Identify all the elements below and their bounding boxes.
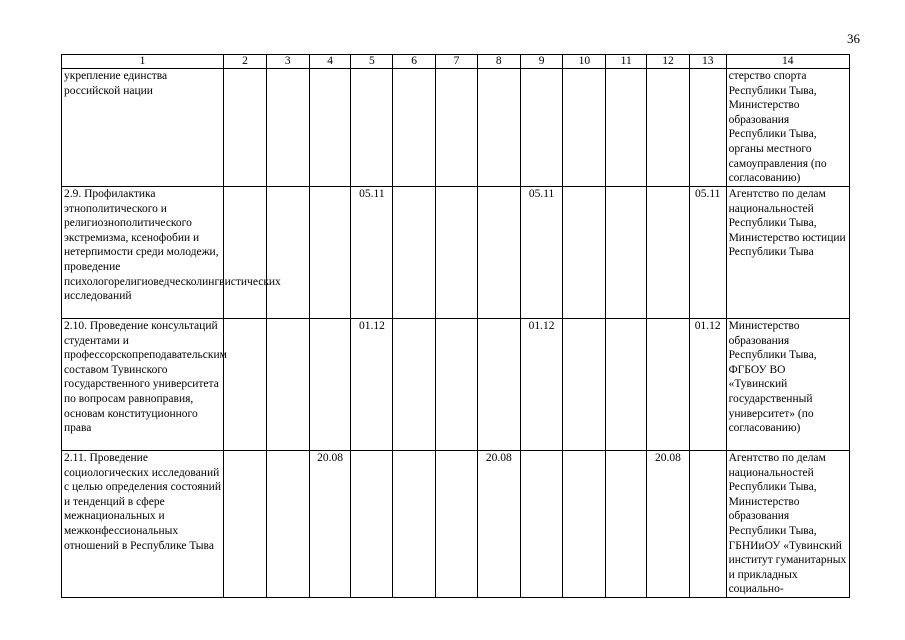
header-cell: 5 (351, 55, 393, 69)
date-cell (224, 187, 267, 319)
measure-cell: 2.11. Проведение социологических исследований с целью определения состояний и тенденций в сфере межнациональных и межконфессиональных отношений в Республике Тыва (62, 451, 224, 598)
date-cell (436, 319, 478, 451)
date-cell (563, 187, 606, 319)
date-cell (309, 319, 351, 451)
date-cell (689, 69, 726, 187)
header-cell: 2 (224, 55, 267, 69)
date-cell (606, 451, 647, 598)
responsible-cell: Министерство образования Республики Тыва, ФГБОУ ВО «Тувинский государственный университет» (по согласованию) (726, 319, 849, 451)
date-cell (309, 69, 351, 187)
date-cell (563, 451, 606, 598)
header-cell: 10 (563, 55, 606, 69)
header-cell: 13 (689, 55, 726, 69)
date-cell (309, 187, 351, 319)
date-cell: 01.12 (689, 319, 726, 451)
header-cell: 11 (606, 55, 647, 69)
table-row (62, 319, 850, 451)
header-cell: 6 (393, 55, 436, 69)
date-cell (266, 451, 309, 598)
date-cell: 05.11 (689, 187, 726, 319)
measure-cell: 2.9. Профилактика этнополитического и религиознополитического экстремизма, ксенофобии и нетерпимости среди молодежи, проведение психологорелигиоведческолингвистических исследований (62, 187, 224, 319)
date-cell (393, 69, 436, 187)
date-cell: 05.11 (520, 187, 563, 319)
date-cell (647, 69, 690, 187)
date-cell (606, 187, 647, 319)
responsible-cell: стерство спорта Республики Тыва, Министерство образования Республики Тыва, органы местного самоуправления (по согласованию) (726, 69, 849, 187)
plan-table (61, 54, 850, 598)
responsible-cell: Агентство по делам национальностей Республики Тыва, Министерство образования Республики Тыва, ГБНИиОУ «Тувинский институт гуманитарных и прикладных социально- (726, 451, 849, 598)
date-cell (477, 187, 520, 319)
date-cell (393, 451, 436, 598)
date-cell (477, 69, 520, 187)
date-cell: 01.12 (351, 319, 393, 451)
date-cell (436, 451, 478, 598)
header-cell: 8 (477, 55, 520, 69)
header-cell: 3 (266, 55, 309, 69)
header-cell: 9 (520, 55, 563, 69)
date-cell (647, 187, 690, 319)
date-cell (224, 451, 267, 598)
date-cell: 20.08 (647, 451, 690, 598)
date-cell: 01.12 (520, 319, 563, 451)
date-cell (606, 69, 647, 187)
date-cell (606, 319, 647, 451)
header-row (62, 55, 850, 69)
date-cell (436, 69, 478, 187)
date-cell (351, 451, 393, 598)
table-row (62, 187, 850, 319)
date-cell: 20.08 (477, 451, 520, 598)
date-cell (266, 187, 309, 319)
date-cell (436, 187, 478, 319)
date-cell (563, 319, 606, 451)
date-cell: 05.11 (351, 187, 393, 319)
date-cell (477, 319, 520, 451)
responsible-cell: Агентство по делам национальностей Республики Тыва, Министерство юстиции Республики Тыва (726, 187, 849, 319)
table-row (62, 451, 850, 598)
date-cell (647, 319, 690, 451)
measure-cell: укрепление единства российской нации (62, 69, 224, 187)
date-cell (689, 451, 726, 598)
date-cell (393, 187, 436, 319)
date-cell (520, 69, 563, 187)
date-cell (224, 69, 267, 187)
header-cell: 12 (647, 55, 690, 69)
date-cell (266, 69, 309, 187)
measure-cell: 2.10. Проведение консультаций студентами и профессорскопреподавательским составом Тувинского государственного университета по вопросам равноправия, основам конституционного права (62, 319, 224, 451)
date-cell (351, 69, 393, 187)
page-number: 36 (847, 31, 860, 46)
date-cell (563, 69, 606, 187)
date-cell (266, 319, 309, 451)
date-cell (224, 319, 267, 451)
table-row (62, 69, 850, 187)
date-cell: 20.08 (309, 451, 351, 598)
header-cell: 14 (726, 55, 849, 69)
header-cell: 7 (436, 55, 478, 69)
date-cell (520, 451, 563, 598)
header-cell: 1 (62, 55, 224, 69)
date-cell (393, 319, 436, 451)
header-cell: 4 (309, 55, 351, 69)
